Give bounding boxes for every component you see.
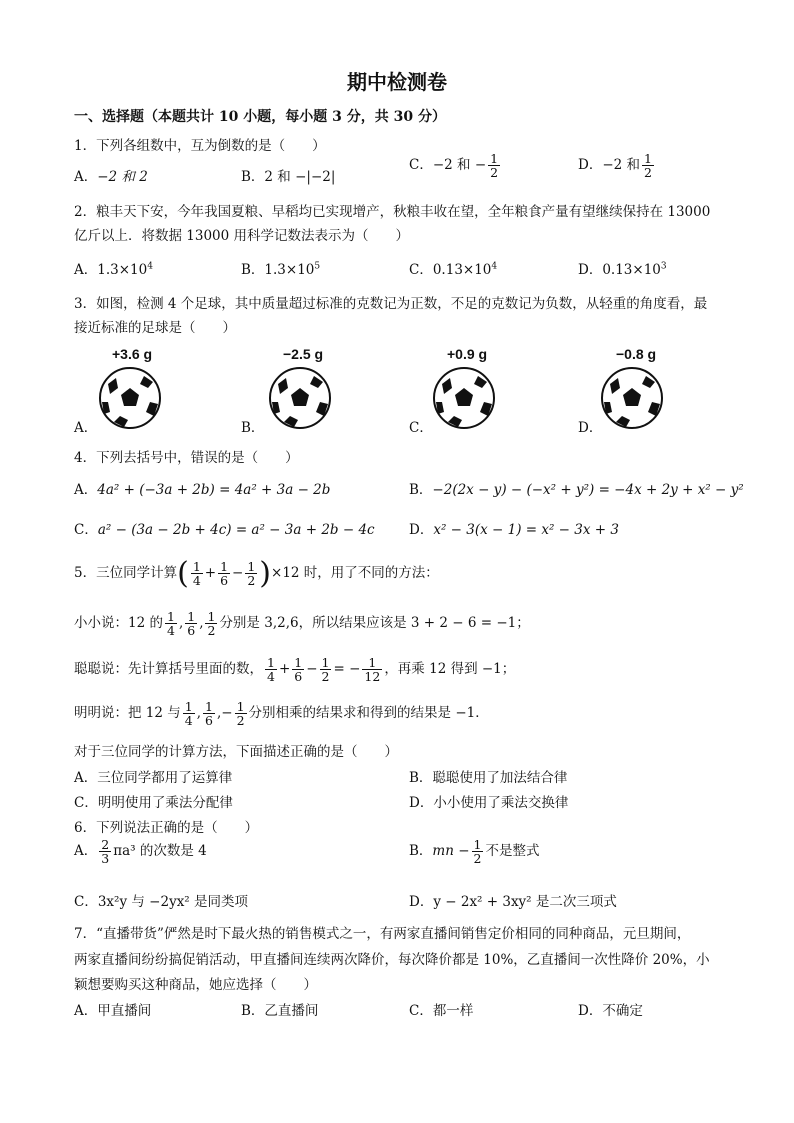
option-text: 都一样 [432, 1003, 474, 1019]
option-text: 明明使用了乘法分配律 [97, 795, 233, 811]
question-2-stem-line-2: 亿斤以上．将数据 13000 用科学记数法表示为（ ） [74, 228, 410, 244]
option-text: 不确定 [602, 1003, 643, 1019]
q5-option-c[interactable] [74, 791, 233, 811]
exponent: 4 [491, 261, 498, 272]
denominator: 4 [192, 573, 201, 588]
option-text: 0.13×10 [602, 262, 661, 278]
option-text: 乙直播间 [264, 1003, 319, 1019]
q5-xiaoxiao-says: 小小说：12 的 $\frac{1}{4}$ , $\frac{1}{6}$ , $\frac{1}{2}$ 分别是 3,2,6，所以结果应该是 3 + 2 − 6 = −1； [74, 609, 530, 639]
question-2-stem-line-1: 2．粮丰天下安，今年我国夏粮、早稻均已实现增产，秋粮丰收在望，全年粮食产量有望继续保持在 13000 [74, 204, 711, 220]
statement-text: 聪聪说：先计算括号里面的数， [74, 661, 263, 678]
numerator: 1 [192, 558, 201, 574]
fraction [642, 152, 654, 179]
option-label: A． [74, 770, 98, 786]
q6-option-a[interactable] [74, 838, 207, 865]
q7-option-b[interactable] [241, 999, 318, 1019]
denominator: 6 [187, 623, 196, 639]
numerator: 1 [220, 558, 229, 574]
q6-option-b[interactable] [409, 838, 539, 865]
q4-option-a[interactable] [74, 478, 330, 498]
option-label: A． [74, 169, 98, 185]
fraction [362, 656, 382, 683]
option-label: C． [74, 894, 98, 910]
option-text: 1.3×10 [97, 262, 148, 278]
statement-text: 明明说：把 12 与 [74, 705, 181, 722]
denominator: 4 [267, 669, 275, 685]
q6-option-c[interactable] [74, 890, 248, 910]
q3-option-a[interactable]: A． [74, 420, 98, 436]
fraction [488, 152, 500, 179]
question-1-stem: 1．下列各组数中，互为倒数的是（ ） [74, 138, 326, 154]
ball-weight-c: +0.9 g [447, 346, 488, 362]
numerator: 1 [166, 609, 175, 624]
q3-option-d[interactable]: D． [578, 420, 603, 436]
option-label: C． [74, 795, 98, 811]
denominator: 2 [207, 623, 216, 639]
fraction [320, 656, 332, 683]
numerator: 1 [294, 655, 303, 670]
denominator: 4 [166, 623, 175, 639]
q7-option-a[interactable] [74, 999, 151, 1019]
question-5-stem: 5．三位同学计算( $\frac{1}{4}$ + $\frac{1}{6}$ − $\frac{1}{2}$ )×12 时，用了不同的方法： [74, 556, 439, 591]
option-label: B． [409, 843, 433, 860]
option-label: D． [409, 522, 434, 538]
option-text: −2 和 2 [97, 169, 148, 185]
numerator: 1 [473, 837, 482, 852]
ball-weight-a: +3.6 g [112, 346, 153, 362]
q7-option-c[interactable] [409, 999, 473, 1019]
q4-option-b[interactable] [409, 478, 744, 498]
fraction [203, 700, 215, 727]
denominator: 2 [490, 165, 499, 181]
option-label: D． [578, 157, 603, 174]
question-6-stem: 6．下列说法正确的是（ ） [74, 820, 259, 836]
q2-option-a[interactable] [74, 258, 153, 278]
option-text: −2 和 − [432, 157, 487, 174]
option-label: D． [409, 795, 434, 811]
denominator: 2 [473, 851, 482, 867]
fraction [218, 560, 230, 587]
option-label: B． [241, 169, 265, 185]
soccer-ball-icon [98, 366, 162, 430]
option-text: 不是整式 [485, 843, 540, 860]
option-text: mn − [432, 843, 470, 860]
soccer-ball-icon [600, 366, 664, 430]
option-label: B． [241, 262, 265, 278]
option-text: y − 2x² + 3xy² 是二次三项式 [433, 894, 617, 910]
question-3-stem-line-2: 接近标准的足球是（ ） [74, 320, 236, 336]
q1-option-b[interactable] [241, 165, 335, 185]
q3-option-c[interactable]: C． [409, 420, 433, 436]
statement-text: ，再乘 12 得到 −1； [384, 661, 516, 678]
option-label: C． [409, 157, 433, 174]
denominator: 3 [101, 851, 110, 867]
option-label: B． [241, 1003, 265, 1019]
q2-option-b[interactable] [241, 258, 320, 278]
numerator: 1 [321, 655, 330, 670]
question-7-stem-line-1: 7．“直播带货”俨然是时下最火热的销售模式之一，有两家直播间销售定价相同的同种商品，元旦期间， [74, 926, 691, 942]
fraction [191, 560, 203, 587]
exponent: 4 [147, 261, 153, 272]
option-text: x² − 3(x − 1) = x² − 3x + 3 [433, 522, 619, 538]
option-text: 甲直播间 [97, 1003, 152, 1019]
numerator: 1 [644, 151, 652, 166]
option-label: C． [409, 1003, 433, 1019]
stem-text: ×12 时，用了不同的方法： [271, 565, 439, 581]
option-label: B． [409, 770, 433, 786]
option-text: 小小使用了乘法交换律 [433, 795, 569, 811]
numerator: 1 [184, 699, 193, 714]
q6-option-d[interactable] [409, 890, 617, 910]
fraction [472, 838, 484, 865]
fraction [185, 610, 197, 637]
ball-weight-d: −0.8 g [616, 346, 657, 362]
fraction [265, 656, 277, 683]
fraction [235, 700, 247, 727]
statement-text: 分别是 3,2,6，所以结果应该是 3 + 2 − 6 = −1； [219, 615, 530, 632]
exponent: 5 [314, 261, 321, 272]
option-label: D． [409, 894, 434, 910]
q1-option-a[interactable] [74, 165, 148, 185]
option-label: A． [74, 482, 98, 498]
question-7-stem-line-2: 两家直播间纷纷搞促销活动，甲直播间连续两次降价，每次降价都是 10%，乙直播间一次性降价 20%，小 [74, 952, 710, 968]
option-text: 聪聪使用了加法结合律 [432, 770, 568, 786]
option-label: D． [578, 1003, 603, 1019]
denominator: 6 [220, 573, 229, 588]
denominator: 2 [644, 165, 652, 181]
ball-weight-b: −2.5 g [283, 346, 324, 362]
option-label: A． [74, 843, 98, 860]
option-label: A． [74, 1003, 98, 1019]
fraction [245, 560, 257, 587]
numerator: 1 [247, 558, 256, 574]
question-4-stem: 4．下列去括号中，错误的是（ ） [74, 450, 299, 466]
fraction [292, 656, 304, 683]
numerator: 1 [267, 655, 275, 670]
q1-option-c[interactable] [409, 152, 502, 179]
q7-option-d[interactable] [578, 999, 643, 1019]
option-text: −2(2x − y) − (−x² + y²) = −4x + 2y + x² − y² [432, 482, 744, 498]
question-7-stem-line-3: 颖想要购买这种商品，她应选择（ ） [74, 977, 317, 993]
denominator: 2 [247, 573, 256, 588]
q2-option-c[interactable] [409, 258, 497, 278]
paren: ) [259, 556, 272, 591]
denominator: 4 [184, 713, 193, 729]
q3-option-b[interactable]: B． [241, 420, 265, 436]
statement-text: 分别相乘的结果求和得到的结果是 −1． [248, 705, 489, 722]
option-label: A． [74, 262, 98, 278]
q4-option-c[interactable] [74, 518, 375, 538]
q1-option-d[interactable] [578, 152, 656, 179]
option-text: 三位同学都用了运算律 [97, 770, 233, 786]
option-text: a² − (3a − 2b + 4c) = a² − 3a + 2b − 4c [97, 522, 375, 538]
q5-congcong-says: 聪聪说：先计算括号里面的数， $\frac{1}{4}$ + $\frac{1}{6}$ − $\frac{1}{2}$ = − $\frac{1}{12}$ ，再乘 12 得到 −1； [74, 655, 516, 685]
q2-option-d[interactable] [578, 258, 667, 278]
fraction [99, 838, 111, 865]
statement-text: = − [333, 661, 361, 678]
option-text: 4a² + (−3a + 2b) = 4a² + 3a − 2b [97, 482, 331, 498]
q5-option-d[interactable] [409, 791, 568, 811]
option-label: C． [409, 262, 433, 278]
option-label: C． [74, 522, 98, 538]
fraction [205, 610, 217, 637]
soccer-ball-icon [432, 366, 496, 430]
option-label: D． [578, 262, 603, 278]
denominator: 2 [321, 669, 330, 685]
denominator: 12 [364, 669, 381, 685]
denominator: 6 [294, 669, 303, 685]
statement-text: 小小说：12 的 [74, 615, 163, 632]
numerator: 1 [205, 699, 213, 714]
q5-mingming-says: 明明说：把 12 与 $\frac{1}{4}$ , $\frac{1}{6}$ ,− $\frac{1}{2}$ 分别相乘的结果求和得到的结果是 −1． [74, 699, 489, 729]
stem-text: 5．三位同学计算 [74, 565, 178, 581]
option-text: πa³ 的次数是 4 [113, 843, 207, 860]
page-title: 期中检测卷 [347, 70, 447, 94]
q5-option-a[interactable] [74, 766, 232, 786]
fraction [165, 610, 177, 637]
soccer-ball-icon [268, 366, 332, 430]
option-text: −2 和 [602, 157, 641, 174]
question-3-stem-line-1: 3．如图，检测 4 个足球，其中质量超过标准的克数记为正数，不足的克数记为负数，从轻重的角度看，最 [74, 296, 708, 312]
q4-option-d[interactable] [409, 518, 619, 538]
q5-question: 对于三位同学的计算方法，下面描述正确的是（ ） [74, 744, 398, 760]
paren: ( [177, 556, 189, 591]
exponent: 3 [660, 261, 667, 272]
denominator: 2 [236, 713, 245, 729]
option-text: 0.13×10 [432, 262, 492, 278]
section-heading: 一、选择题（本题共计 10 小题，每小题 3 分，共 30 分） [74, 109, 446, 125]
numerator: 1 [207, 609, 216, 624]
denominator: 6 [205, 713, 213, 729]
option-text: 2 和 −|−2| [264, 169, 336, 185]
q5-option-b[interactable] [409, 766, 567, 786]
numerator: 1 [362, 656, 382, 670]
option-text: 3x²y 与 −2yx² 是同类项 [97, 894, 249, 910]
numerator: 1 [490, 151, 499, 166]
numerator: 1 [187, 609, 196, 624]
fraction [183, 700, 195, 727]
option-label: B． [409, 482, 433, 498]
numerator: 2 [101, 837, 110, 852]
option-text: 1.3×10 [264, 262, 315, 278]
numerator: 1 [236, 699, 245, 714]
